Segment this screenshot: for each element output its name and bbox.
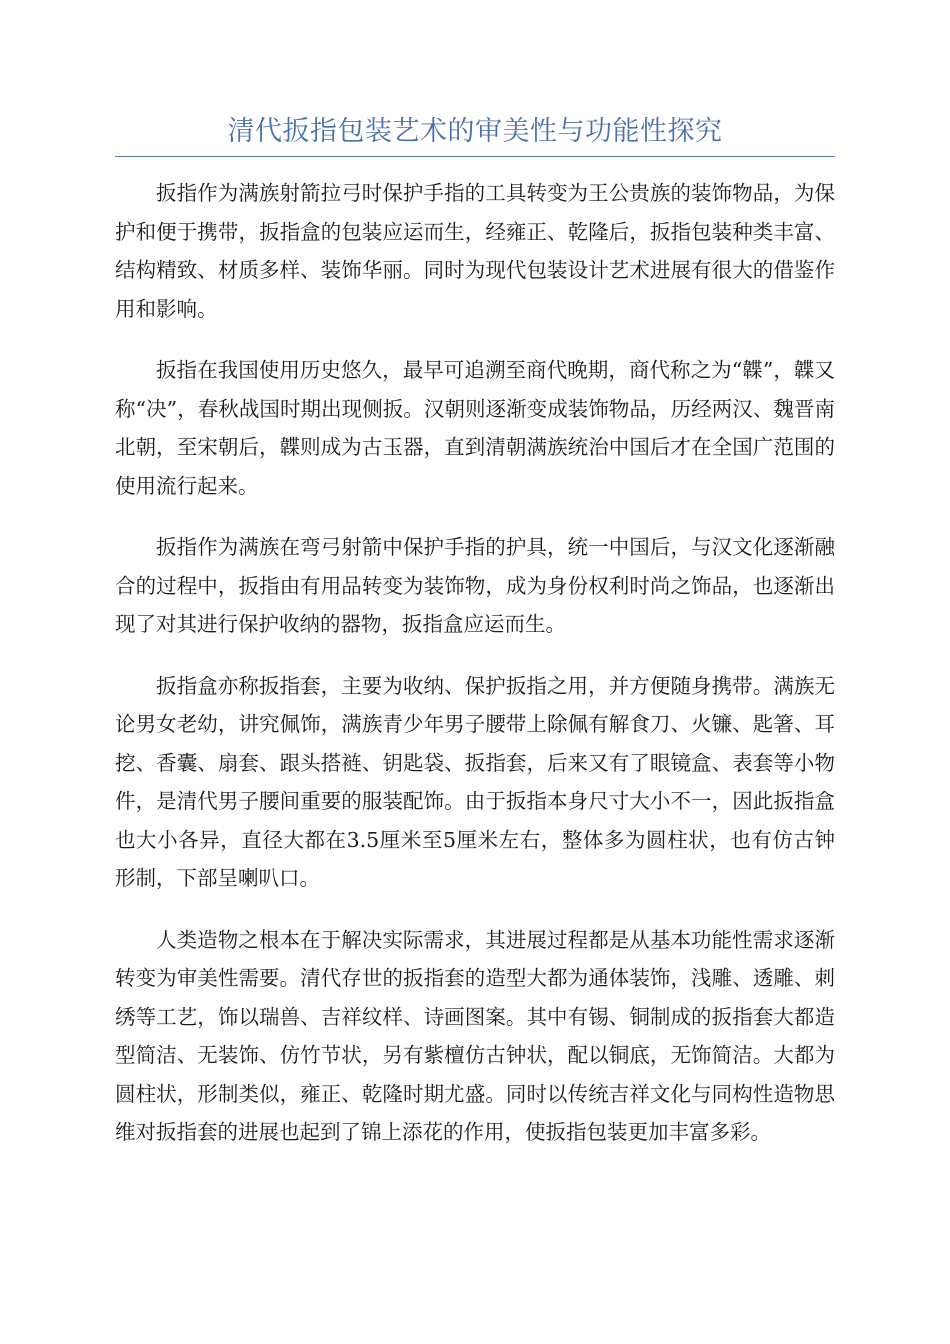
paragraph-3: 扳指作为满族在弯弓射箭中保护手指的护具，统一中国后，与汉文化逐渐融合的过程中，扳指由有用品转变为装饰物，成为身份权利时尚之饰品，也逐渐出现了对其进行保护收纳的器物，扳指盒应运而生。 xyxy=(115,535,835,636)
paragraph-5: 人类造物之根本在于解决实际需求，其进展过程都是从基本功能性需求逐渐转变为审美性需要。清代存世的扳指套的造型大都为通体装饰，浅雕、透雕、刺绣等工艺，饰以瑞兽、吉祥纹样、诗画图案。其中有锡、铜制成的扳指套大都造型简洁、无装饰、仿竹节状，另有紫檀仿古钟状，配以铜底，无饰简洁。大都为圆柱状，形制类似，雍正、乾隆时期尤盛。同时以传统吉祥文化与同构性造物思维对扳指套的进展也起到了锦上添花的作用，使扳指包装更加丰富多彩。 xyxy=(115,927,835,1144)
paragraph-4: 扳指盒亦称扳指套，主要为收纳、保护扳指之用，并方便随身携带。满族无论男女老幼，讲究佩饰，满族青少年男子腰带上除佩有解食刀、火镰、匙箸、耳挖、香囊、扇套、跟头搭裢、钥匙袋、扳指套，后来又有了眼镜盒、表套等小物件，是清代男子腰间重要的服装配饰。由于扳指本身尺寸大小不一，因此扳指盒也大小各异，直径大都在3.5厘米至5厘米左右，整体多为圆柱状，也有仿古钟形制，下部呈喇叭口。 xyxy=(115,673,835,890)
paragraph-2: 扳指在我国使用历史悠久，最早可追溯至商代晚期，商代称之为“韘”，韘又称“决”，春秋战国时期出现侧扳。汉朝则逐渐变成装饰物品，历经两汉、魏晋南北朝，至宋朝后，韘则成为古玉器，直到清朝满族统治中国后才在全国广范围的使用流行起来。 xyxy=(115,358,835,498)
paragraph-1: 扳指作为满族射箭拉弓时保护手指的工具转变为王公贵族的装饰物品，为保护和便于携带，扳指盒的包装应运而生，经雍正、乾隆后，扳指包装种类丰富、结构精致、材质多样、装饰华丽。同时为现代包装设计艺术进展有很大的借鉴作用和影响。 xyxy=(115,181,835,321)
document-body xyxy=(115,174,835,1175)
title-block xyxy=(115,112,835,157)
document-title: 清代扳指包装艺术的审美性与功能性探究 xyxy=(227,116,723,147)
